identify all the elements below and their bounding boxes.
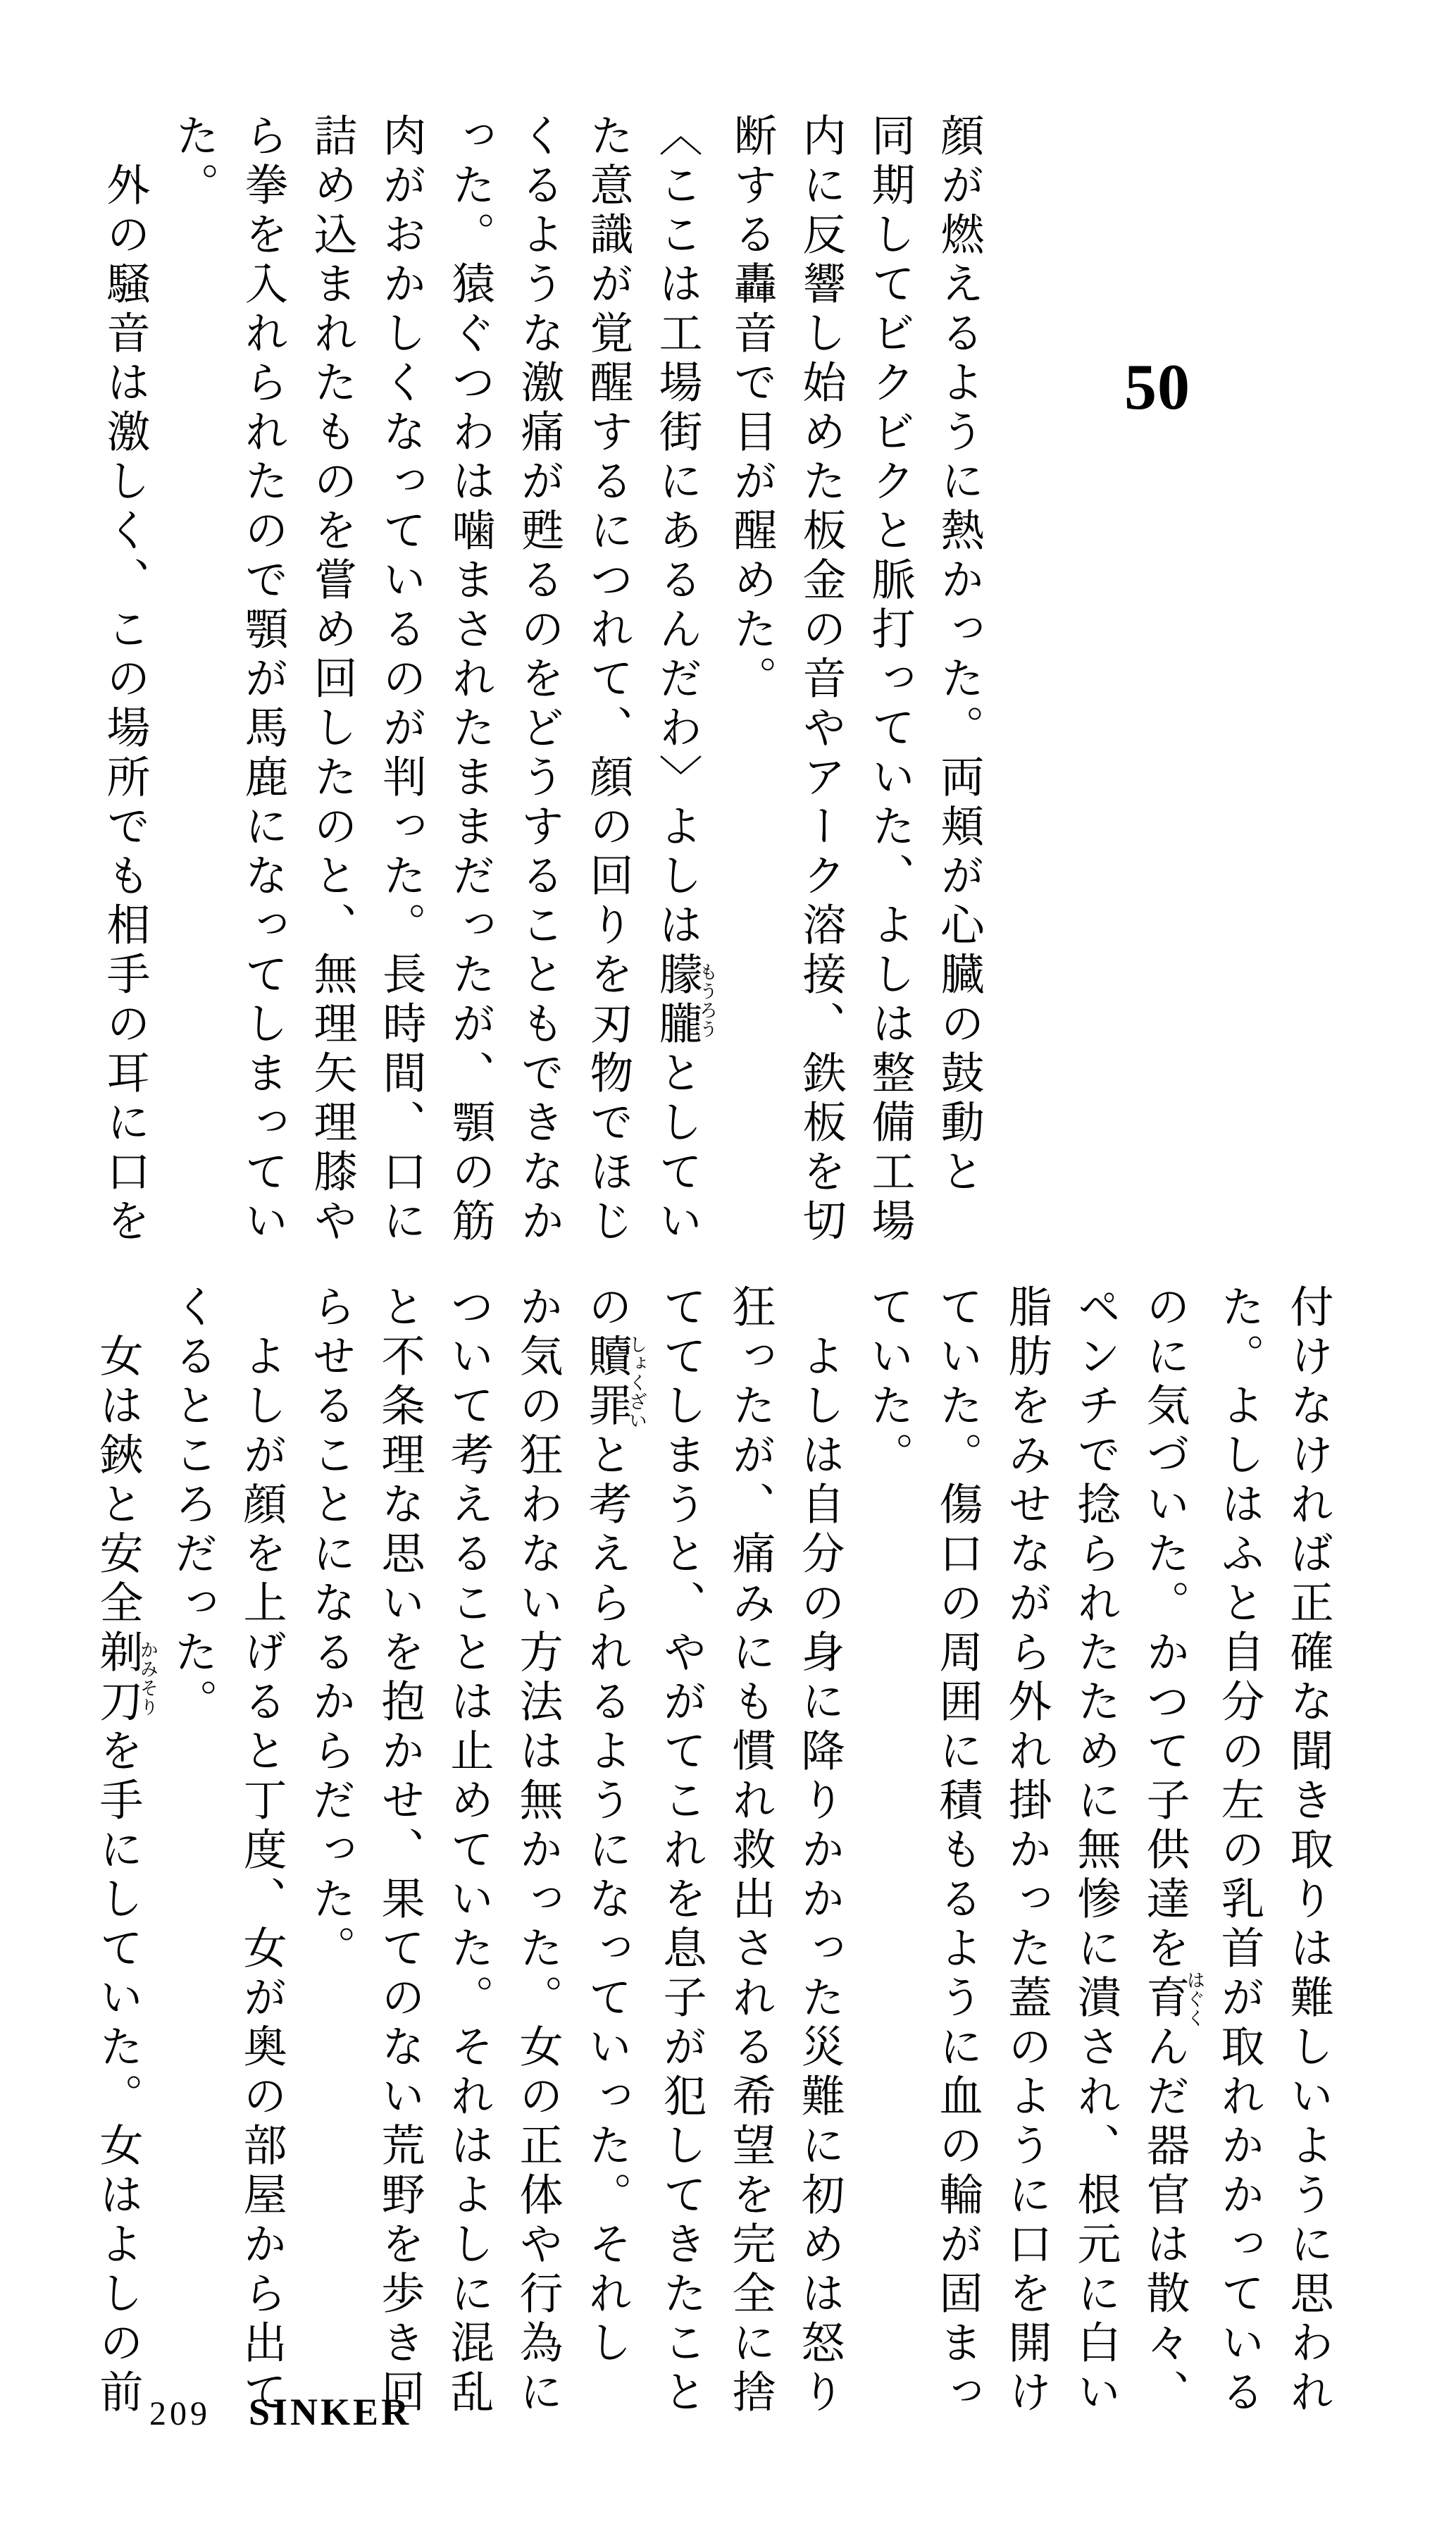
page-number: 209 xyxy=(149,2395,211,2432)
furigana: かみそり xyxy=(137,1629,158,1728)
text-column: 詰め込まれたものを嘗め回したのと、無理矢理膝や xyxy=(307,113,355,1247)
text-column: か気の狂わない方法は無かった。女の正体や行為に xyxy=(513,1284,561,2418)
text-column: 〈ここは工場街にあるんだわ〉よしは朦朧もうろうとしてい xyxy=(652,113,718,1247)
text-column: ててしまうと、やがてこれを息子が犯してきたこと xyxy=(657,1284,704,2418)
furigana: しょくざい xyxy=(626,1333,647,1432)
ruby-annotated-word: 育はぐく xyxy=(1140,1970,1205,2028)
text-column: 内に反響し始めた板金の音やアーク溶接、鉄板を切 xyxy=(796,113,844,1247)
text-column: ら拳を入れられたので顎が馬鹿になってしまってい xyxy=(238,113,286,1247)
running-title: SINKER xyxy=(249,2391,412,2433)
text-column: ついて考えることは止めていた。それはよしに混乱 xyxy=(444,1284,492,2418)
text-column: と不条理な思いを抱かせ、果てのない荒野を歩き回 xyxy=(375,1284,423,2418)
page-footer xyxy=(149,2390,411,2434)
chapter-number: 50 xyxy=(1124,351,1190,423)
text-block-top xyxy=(89,113,993,1247)
text-column: ていた。 xyxy=(864,1284,911,1481)
text-column: の贖罪しょくざいと考えられるようになっていった。それし xyxy=(582,1284,647,2369)
ruby-annotated-word: 剃刀かみそり xyxy=(93,1629,158,1728)
text-column: よしが顔を上げると丁度、女が奥の部屋から出て xyxy=(237,1284,285,2418)
text-column: よしは自分の身に降りかかった災難に初めは怒り xyxy=(795,1284,842,2418)
text-column: 付けなければ正確な聞き取りは難しいように思われ xyxy=(1283,1284,1331,2418)
text-column: のに気づいた。かつて子供達を育はぐくんだ器官は散々、 xyxy=(1140,1284,1205,2418)
text-column: 狂ったが、痛みにも慣れ救出される希望を完全に捨 xyxy=(726,1284,773,2418)
text-block-bottom xyxy=(82,1284,1342,2418)
text-column: った。猿ぐつわは噛まされたままだったが、顎の筋 xyxy=(445,113,493,1247)
ruby-annotated-word: 朦朧もうろう xyxy=(652,951,718,1050)
text-column: た意識が覚醒するにつれて、顔の回りを刃物でほじ xyxy=(583,113,631,1247)
text-column: ペンチで捻られたために無惨に潰され、根元に白い xyxy=(1071,1284,1119,2418)
text-column: 顔が燃えるように熱かった。両頬が心臓の鼓動と xyxy=(934,113,982,1198)
text-column: ていた。傷口の周囲に積もるように血の輪が固まっ xyxy=(933,1284,981,2418)
text-column: た。 xyxy=(169,113,217,211)
text-column: 外の騒音は激しく、この場所でも相手の耳に口を xyxy=(100,113,148,1247)
furigana: もうろう xyxy=(697,951,718,1050)
text-column: 脂肪をみせながら外れ掛かった蓋のように口を開け xyxy=(1002,1284,1050,2418)
text-column: た。よしはふと自分の左の乳首が取れかかっている xyxy=(1214,1284,1262,2418)
ruby-annotated-word: 贖罪しょくざい xyxy=(582,1333,647,1432)
text-column: くるところだった。 xyxy=(168,1284,216,1728)
text-column: 断する轟音で目が醒めた。 xyxy=(727,113,775,705)
text-column: らせることになるからだった。 xyxy=(306,1284,354,1974)
text-column: 肉がおかしくなっているのが判った。長時間、口に xyxy=(376,113,424,1247)
text-column: 女は鋏と安全剃刀かみそりを手にしていた。女はよしの前 xyxy=(93,1284,158,2418)
text-column: 同期してビクビクと脈打っていた、よしは整備工場 xyxy=(865,113,913,1247)
text-column: くるような激痛が甦るのをどうすることもできなか xyxy=(514,113,562,1247)
furigana: はぐく xyxy=(1184,1970,1205,2028)
